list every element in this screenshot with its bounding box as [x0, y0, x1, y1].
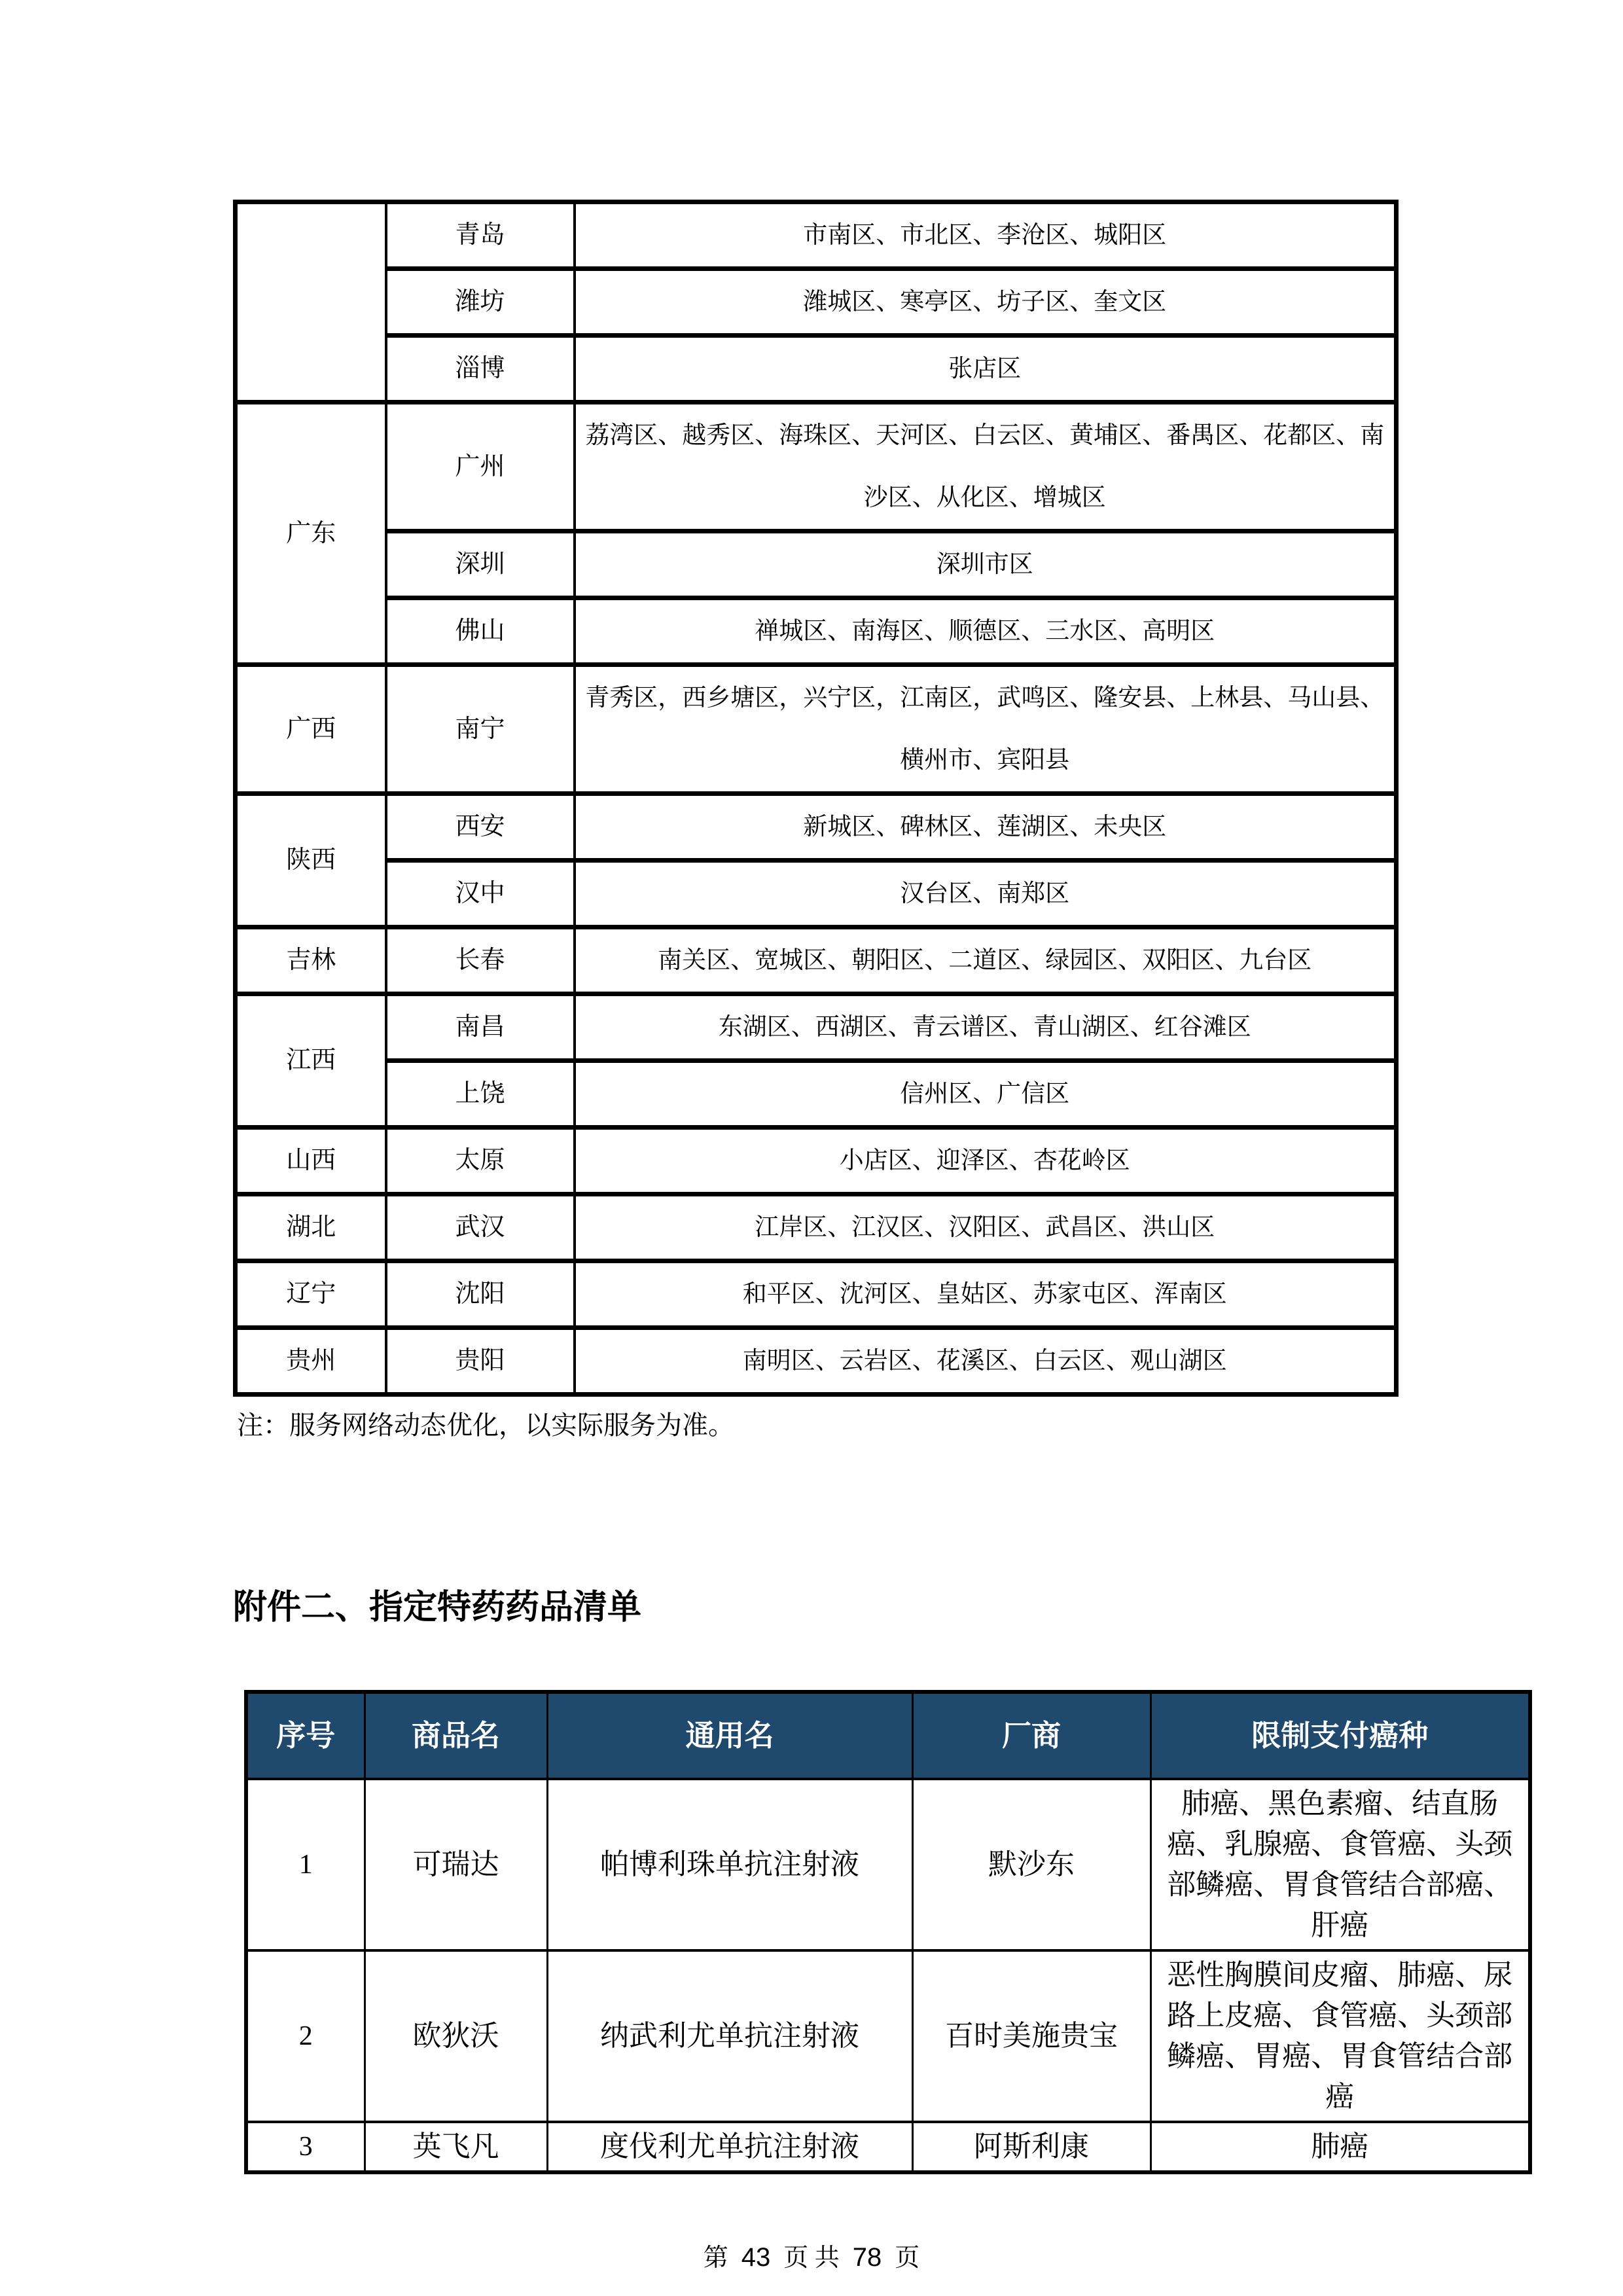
province-cell: 江西 — [236, 994, 386, 1128]
province-cell: 山西 — [236, 1128, 386, 1194]
row-number-cell: 2 — [246, 1950, 365, 2122]
province-cell: 陕西 — [236, 794, 386, 927]
city-cell: 南昌 — [386, 994, 575, 1061]
drug-table-row — [246, 1950, 1530, 2122]
service-network-row — [236, 1261, 1397, 1328]
drug-list-table — [244, 1690, 1532, 2174]
manufacturer-cell: 阿斯利康 — [912, 2122, 1150, 2172]
province-cell: 贵州 — [236, 1328, 386, 1395]
drug-table-row — [246, 2122, 1530, 2172]
drug-table-header-cell: 商品名 — [365, 1692, 547, 1779]
districts-cell: 江岸区、江汉区、汉阳区、武昌区、洪山区 — [575, 1194, 1397, 1261]
districts-cell: 和平区、沈河区、皇姑区、苏家屯区、浑南区 — [575, 1261, 1397, 1328]
city-cell: 长春 — [386, 927, 575, 994]
generic-name-cell: 帕博利珠单抗注射液 — [547, 1779, 912, 1950]
city-cell: 深圳 — [386, 531, 575, 598]
drug-table-header-cell: 通用名 — [547, 1692, 912, 1779]
province-cell: 广西 — [236, 665, 386, 794]
service-network-row — [236, 927, 1397, 994]
page-number-mid: 页 共 — [783, 2244, 840, 2272]
districts-cell: 新城区、碑林区、莲湖区、未央区 — [575, 794, 1397, 861]
covered-cancers-cell: 肺癌 — [1150, 2122, 1530, 2172]
districts-cell: 南关区、宽城区、朝阳区、二道区、绿园区、双阳区、九台区 — [575, 927, 1397, 994]
city-cell: 青岛 — [386, 202, 575, 269]
city-cell: 佛山 — [386, 598, 575, 665]
province-cell — [236, 202, 386, 403]
current-page-number: 43 — [741, 2243, 771, 2272]
page-number-prefix: 第 — [703, 2244, 728, 2272]
service-network-row — [236, 531, 1397, 598]
manufacturer-cell: 百时美施贵宝 — [912, 1950, 1150, 2122]
province-cell: 吉林 — [236, 927, 386, 994]
drug-table-row — [246, 1779, 1530, 1950]
districts-cell: 南明区、云岩区、花溪区、白云区、观山湖区 — [575, 1328, 1397, 1395]
service-network-row — [236, 1194, 1397, 1261]
covered-cancers-cell: 恶性胸膜间皮瘤、肺癌、尿路上皮癌、食管癌、头颈部鳞癌、胃癌、胃食管结合部癌 — [1150, 1950, 1530, 2122]
service-network-row — [236, 794, 1397, 861]
appendix-heading: 附件二、指定特药药品清单 — [233, 1588, 642, 1626]
city-cell: 汉中 — [386, 861, 575, 927]
province-cell: 辽宁 — [236, 1261, 386, 1328]
city-cell: 南宁 — [386, 665, 575, 794]
city-cell: 淄博 — [386, 336, 575, 403]
service-network-table — [233, 200, 1399, 1397]
service-network-row — [236, 1061, 1397, 1128]
service-network-row — [236, 598, 1397, 665]
city-cell: 太原 — [386, 1128, 575, 1194]
districts-cell: 市南区、市北区、李沧区、城阳区 — [575, 202, 1397, 269]
drug-table-header-row — [246, 1692, 1530, 1779]
districts-cell: 潍城区、寒亭区、坊子区、奎文区 — [575, 269, 1397, 336]
districts-cell: 信州区、广信区 — [575, 1061, 1397, 1128]
table-note: 注：服务网络动态优化，以实际服务为准。 — [237, 1410, 734, 1440]
row-number-cell: 3 — [246, 2122, 365, 2172]
districts-cell: 荔湾区、越秀区、海珠区、天河区、白云区、黄埔区、番禺区、花都区、南沙区、从化区、增城区 — [575, 403, 1397, 531]
page-number — [0, 2237, 1623, 2273]
service-network-row — [236, 403, 1397, 531]
service-network-row — [236, 994, 1397, 1061]
province-cell: 湖北 — [236, 1194, 386, 1261]
service-network-row — [236, 1328, 1397, 1395]
brand-name-cell: 欧狄沃 — [365, 1950, 547, 2122]
service-network-row — [236, 665, 1397, 794]
drug-table-header-cell: 限制支付癌种 — [1150, 1692, 1530, 1779]
districts-cell: 东湖区、西湖区、青云谱区、青山湖区、红谷滩区 — [575, 994, 1397, 1061]
generic-name-cell: 度伐利尤单抗注射液 — [547, 2122, 912, 2172]
covered-cancers-cell: 肺癌、黑色素瘤、结直肠癌、乳腺癌、食管癌、头颈部鳞癌、胃食管结合部癌、肝癌 — [1150, 1779, 1530, 1950]
city-cell: 沈阳 — [386, 1261, 575, 1328]
total-page-number: 78 — [852, 2243, 882, 2272]
city-cell: 贵阳 — [386, 1328, 575, 1395]
city-cell: 潍坊 — [386, 269, 575, 336]
manufacturer-cell: 默沙东 — [912, 1779, 1150, 1950]
districts-cell: 深圳市区 — [575, 531, 1397, 598]
districts-cell: 禅城区、南海区、顺德区、三水区、高明区 — [575, 598, 1397, 665]
brand-name-cell: 可瑞达 — [365, 1779, 547, 1950]
service-network-row — [236, 269, 1397, 336]
brand-name-cell: 英飞凡 — [365, 2122, 547, 2172]
city-cell: 上饶 — [386, 1061, 575, 1128]
province-cell: 广东 — [236, 403, 386, 665]
districts-cell: 汉台区、南郑区 — [575, 861, 1397, 927]
city-cell: 广州 — [386, 403, 575, 531]
city-cell: 西安 — [386, 794, 575, 861]
districts-cell: 青秀区，西乡塘区，兴宁区，江南区，武鸣区、隆安县、上林县、马山县、横州市、宾阳县 — [575, 665, 1397, 794]
generic-name-cell: 纳武利尤单抗注射液 — [547, 1950, 912, 2122]
service-network-row — [236, 202, 1397, 269]
service-network-row — [236, 861, 1397, 927]
city-cell: 武汉 — [386, 1194, 575, 1261]
districts-cell: 小店区、迎泽区、杏花岭区 — [575, 1128, 1397, 1194]
service-network-row — [236, 1128, 1397, 1194]
districts-cell: 张店区 — [575, 336, 1397, 403]
page-number-suffix: 页 — [895, 2244, 920, 2272]
drug-table-header-cell: 序号 — [246, 1692, 365, 1779]
drug-table-header-cell: 厂商 — [912, 1692, 1150, 1779]
service-network-row — [236, 336, 1397, 403]
row-number-cell: 1 — [246, 1779, 365, 1950]
